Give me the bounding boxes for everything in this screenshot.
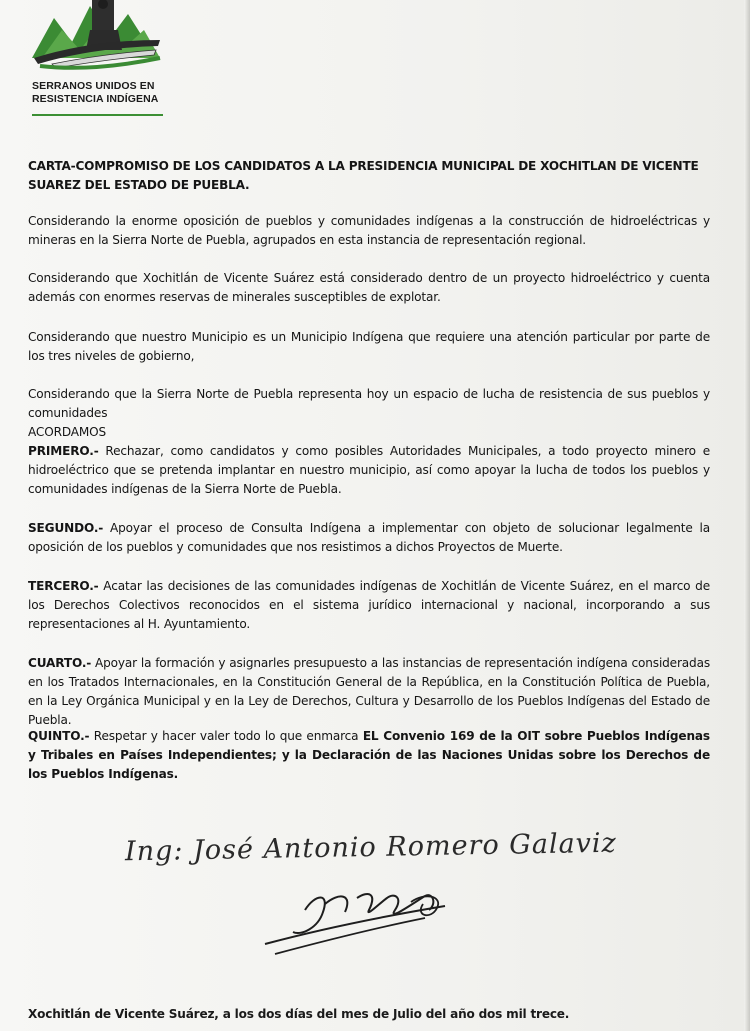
considerando-4: Considerando que la Sierra Norte de Puebla representa hoy un espacio de lucha de resistencia de sus pueblos y comunidades: [28, 387, 710, 420]
considerando-2: Considerando que Xochitlán de Vicente Suárez está considerado dentro de un proyecto hidroeléctrico y cuenta además con enormes reservas de minerales susceptibles de explotar.: [28, 271, 710, 304]
acuerdo-text: Acatar las decisiones de las comunidades indígenas de Xochitlán de Vicente Suárez, en el marco de los Derechos Colectivos reconocidos en el sistema jurídico internacional y nacional, incorporando a sus representaciones al H. Ayuntamiento.: [28, 579, 710, 631]
acuerdo-cuarto: [28, 654, 710, 730]
acuerdo-text: Rechazar, como candidatos y como posibles Autoridades Municipales, a todo proyecto minero e hidroeléctrico que se pretenda implantar en nuestro municipio, así como apoyar la lucha de todos los pueblos y comunidades indígenas de la Sierra Norte de Puebla.: [28, 444, 710, 496]
logo-text: [32, 80, 172, 105]
considerando-1: Considerando la enorme oposición de pueblos y comunidades indígenas a la construcción de hidroeléctricas y mineras en la Sierra Norte de Puebla, agrupados en esta instancia de representación regional.: [28, 214, 710, 247]
signature-scribble-icon: [125, 832, 605, 962]
signature-name: Ing: José Antonio Romero Galaviz: [124, 827, 618, 868]
acuerdo-text: Apoyar la formación y asignarles presupuesto a las instancias de representación indígena consideradas en los Tratados Internacionales, en la Constitución General de la República, en la Constitución Política de Puebla, en la Ley Orgánica Municipal y en la Ley de Derechos, Cultura y Desarrollo de los Pueblos Indígenas del Estado de Puebla.: [28, 656, 710, 727]
document-footer: Xochitlán de Vicente Suárez, a los dos días del mes de Julio del año dos mil trece.: [28, 1007, 570, 1021]
acuerdo-label: CUARTO.-: [28, 656, 92, 670]
considerando-3: Considerando que nuestro Municipio es un Municipio Indígena que requiere una atención particular por parte de los tres niveles de gobierno,: [28, 330, 710, 363]
acuerdo-bold-text: EL Convenio 169 de la OIT sobre Pueblos Indígenas y Tribales en Países Independientes; y la Declaración de las Naciones Unidas sobre los Derechos de los Pueblos Indígenas.: [28, 729, 710, 781]
acuerdo-label: QUINTO.-: [28, 729, 90, 743]
document-title: CARTA-COMPROMISO DE LOS CANDIDATOS A LA PRESIDENCIA MUNICIPAL DE XOCHITLAN DE VICENTE SUAREZ DEL ESTADO DE PUEBLA.: [28, 159, 699, 192]
signature-block: [124, 827, 618, 962]
logo-line-1: SERRANOS UNIDOS EN: [32, 80, 155, 92]
scan-edge: [744, 0, 750, 1031]
logo-emblem-icon: [32, 0, 172, 80]
organization-logo: [32, 0, 172, 118]
acuerdo-label: SEGUNDO.-: [28, 521, 104, 535]
logo-line-2: RESISTENCIA INDÍGENA: [32, 92, 159, 105]
acuerdo-label: PRIMERO.-: [28, 444, 99, 458]
acuerdo-primero: [28, 442, 710, 499]
acuerdo-text: Respetar y hacer valer todo lo que enmarca: [89, 729, 363, 743]
acuerdo-tercero: [28, 577, 710, 634]
logo-underline: [32, 114, 163, 116]
acuerdo-quinto: [28, 727, 710, 784]
acordamos-heading: ACORDAMOS: [28, 425, 107, 439]
acuerdo-segundo: [28, 519, 710, 557]
acuerdo-text: Apoyar el proceso de Consulta Indígena a implementar con objeto de solucionar legalmente la oposición de los pueblos y comunidades que nos resistimos a dichos Proyectos de Muerte.: [28, 521, 710, 554]
acuerdo-label: TERCERO.-: [28, 579, 99, 593]
